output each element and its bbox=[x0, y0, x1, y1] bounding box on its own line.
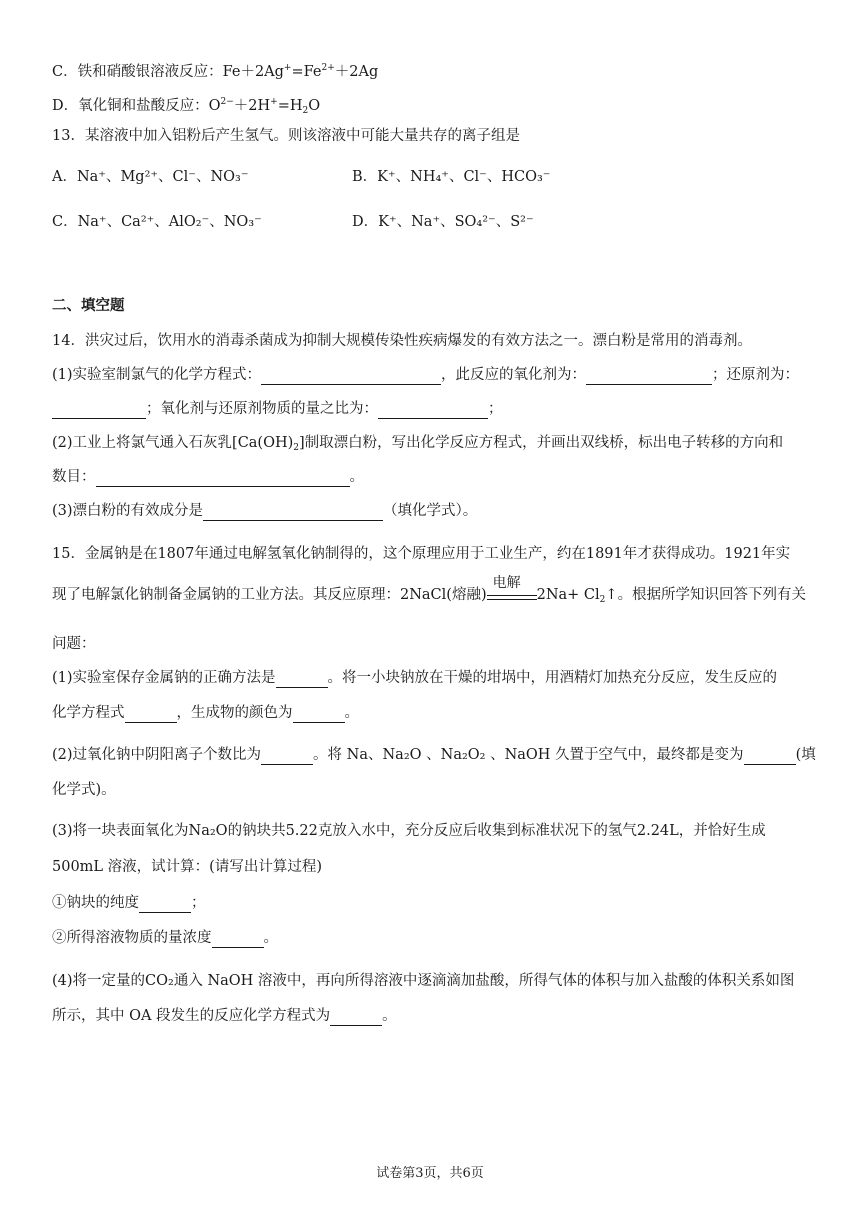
equation-reactant: 2NaCl(熔融) bbox=[400, 587, 487, 603]
q14-p2-text-c: 数目： bbox=[52, 469, 96, 485]
q15-part3-line1: (3)将一块表面氧化为Na₂O的钠块共5.22克放入水中，充分反应后收集到标准状况下的氢气2.24L，并恰好生成 bbox=[52, 823, 766, 839]
q14-p1-text-d: ；氧化剂与还原剂物质的量之比为： bbox=[146, 401, 378, 417]
q14-part2-line2 bbox=[52, 467, 364, 487]
q14-p3-text-a: (3)漂白粉的有效成分是 bbox=[52, 503, 204, 519]
q15-p2-text-a: (2)过氧化钠中阴阳离子个数比为 bbox=[52, 747, 262, 763]
q14-p2-text-d: 。 bbox=[349, 469, 364, 485]
q14-p1-text-c: ；还原剂为： bbox=[712, 367, 800, 383]
q14-p2-text-b: ]制取漂白粉，写出化学反应方程式，并画出双线桥，标出电子转移的方向和 bbox=[299, 435, 784, 451]
q14-p1-text-b: ，此反应的氧化剂为： bbox=[441, 367, 587, 383]
q14-p1-blank-reductant[interactable] bbox=[52, 403, 146, 419]
q14-p2-blank[interactable] bbox=[96, 471, 350, 487]
equal-sign-icon bbox=[487, 595, 537, 600]
q14-p1-blank-equation[interactable] bbox=[261, 369, 441, 385]
q14-part1-line2 bbox=[52, 399, 503, 419]
q12-d-sup2: + bbox=[270, 97, 278, 107]
q14-p1-blank-oxidant[interactable] bbox=[586, 369, 712, 385]
q15-p3-text-f: 。 bbox=[263, 930, 278, 946]
q15-p4-text-b: 所示，其中 OA 段发生的反应化学方程式为 bbox=[52, 1008, 331, 1024]
q12-c-sup1: + bbox=[283, 63, 292, 73]
q13-option-c: C．Na⁺、Ca²⁺、AlO₂⁻、NO₃⁻ bbox=[52, 214, 262, 230]
page-footer: 试卷第3页，共6页 bbox=[376, 1166, 484, 1181]
electrolysis-arrow bbox=[487, 575, 537, 605]
q15-p3-text-c: ①钠块的纯度 bbox=[52, 895, 139, 911]
q14-p3-blank[interactable] bbox=[203, 505, 383, 521]
q14-p1-text-a: (1)实验室制氯气的化学方程式： bbox=[52, 367, 262, 383]
q13-stem: 13．某溶液中加入铝粉后产生氢气。则该溶液中可能大量共存的离子组是 bbox=[52, 128, 520, 144]
q12-option-d bbox=[52, 92, 320, 121]
q14-p2-sub: 2 bbox=[293, 443, 300, 453]
q15-p1-text-a: (1)实验室保存金属钠的正确方法是 bbox=[52, 670, 276, 686]
q15-p1-blank-storage[interactable] bbox=[276, 672, 328, 688]
q12-d-end: =H bbox=[277, 98, 303, 114]
q15-part1-line1 bbox=[52, 668, 777, 688]
q15-p3-text-e: ②所得溶液物质的量浓度 bbox=[52, 930, 212, 946]
q12-d-tail: O bbox=[308, 98, 321, 114]
equation-sub: 2 bbox=[599, 595, 606, 605]
q12-d-sub: 2 bbox=[302, 106, 309, 116]
q15-p2-text-b: 。将 Na、Na₂O 、Na₂O₂ 、NaOH 久置于空气中，最终都是变为 bbox=[313, 747, 744, 763]
q15-stem-line2 bbox=[52, 575, 807, 610]
q14-stem: 14．洪灾过后，饮用水的消毒杀菌成为抑制大规模传染性疾病爆发的有效方法之一。漂白粉是常用的消毒剂。 bbox=[52, 333, 752, 349]
q12-c-text: C．铁和硝酸银溶液反应：Fe＋2Ag bbox=[52, 64, 284, 80]
q15-part2-line2: 化学式)。 bbox=[52, 782, 116, 798]
q12-c-sup2: 2+ bbox=[321, 63, 335, 73]
q15-stem-line3: 问题： bbox=[52, 636, 96, 652]
q15-part2-line1 bbox=[52, 745, 816, 765]
q12-c-mid: =Fe bbox=[291, 64, 322, 80]
q15-p4-text-c: 。 bbox=[382, 1008, 397, 1024]
q15-p1-text-b: 。将一小块钠放在干燥的坩埚中，用酒精灯加热充分反应，发生反应的 bbox=[327, 670, 778, 686]
q15-part4-line1: (4)将一定量的CO₂通入 NaOH 溶液中，再向所得溶液中逐滴滴加盐酸，所得气体的体积与加入盐酸的体积关系如图 bbox=[52, 973, 795, 989]
q12-option-c bbox=[52, 58, 378, 82]
q13-option-b: B．K⁺、NH₄⁺、Cl⁻、HCO₃⁻ bbox=[352, 169, 551, 185]
q15-p1-blank-equation[interactable] bbox=[125, 707, 177, 723]
q14-p3-text-b: （填化学式）。 bbox=[383, 503, 478, 519]
q13-option-d: D．K⁺、Na⁺、SO₄²⁻、S²⁻ bbox=[352, 214, 534, 230]
q15-p3-blank-concentration[interactable] bbox=[212, 932, 264, 948]
q12-d-mid: ＋2H bbox=[233, 98, 271, 114]
q15-part4-line2 bbox=[52, 1006, 397, 1026]
equation-product: 2Na+ Cl bbox=[536, 587, 600, 603]
q14-p1-text-e: ； bbox=[488, 401, 503, 417]
q15-p1-text-c: 化学方程式 bbox=[52, 705, 125, 721]
q12-d-text: D．氧化铜和盐酸反应：O bbox=[52, 98, 221, 114]
q15-p2-blank-ratio[interactable] bbox=[261, 749, 313, 765]
q15-p2-text-c: (填 bbox=[795, 747, 816, 763]
q15-p2-blank-formula[interactable] bbox=[744, 749, 796, 765]
q15-part1-line2 bbox=[52, 703, 359, 723]
q12-c-end: ＋2Ag bbox=[334, 64, 379, 80]
reaction-equation bbox=[400, 575, 618, 605]
q13-option-a: A．Na⁺、Mg²⁺、Cl⁻、NO₃⁻ bbox=[52, 169, 249, 185]
q15-p1-text-d: ，生成物的颜色为 bbox=[176, 705, 293, 721]
q14-p1-blank-ratio[interactable] bbox=[378, 403, 488, 419]
q15-part3-line2: 500mL 溶液，试计算：(请写出计算过程) bbox=[52, 859, 322, 875]
q15-p4-blank[interactable] bbox=[330, 1010, 382, 1026]
q15-p1-text-e: 。 bbox=[344, 705, 359, 721]
q14-part3 bbox=[52, 501, 477, 521]
q15-p3-text-d: ； bbox=[191, 895, 206, 911]
q15-part3-sub2 bbox=[52, 928, 278, 948]
q15-part3-sub1 bbox=[52, 893, 206, 913]
q14-part2-line1 bbox=[52, 433, 783, 458]
q14-part1-line1 bbox=[52, 365, 799, 385]
q15-stem-text-b: 。根据所学知识回答下列有关 bbox=[617, 587, 807, 603]
q15-p3-blank-purity[interactable] bbox=[139, 897, 191, 913]
q15-p1-blank-color[interactable] bbox=[293, 707, 345, 723]
q14-p2-text-a: (2)工业上将氯气通入石灰乳[Ca(OH) bbox=[52, 435, 294, 451]
equation-condition: 电解 bbox=[492, 575, 521, 591]
q15-stem-text: 现了电解氯化钠制备金属钠的工业方法。其反应原理： bbox=[52, 587, 400, 603]
q15-stem-line1: 15．金属钠是在1807年通过电解氢氧化钠制得的，这个原理应用于工业生产，约在1891年才获得成功。1921年实 bbox=[52, 546, 791, 562]
section-heading: 二、填空题 bbox=[52, 297, 125, 314]
q12-d-sup1: 2− bbox=[220, 97, 234, 107]
gas-up-arrow-icon: ↑ bbox=[605, 587, 618, 603]
